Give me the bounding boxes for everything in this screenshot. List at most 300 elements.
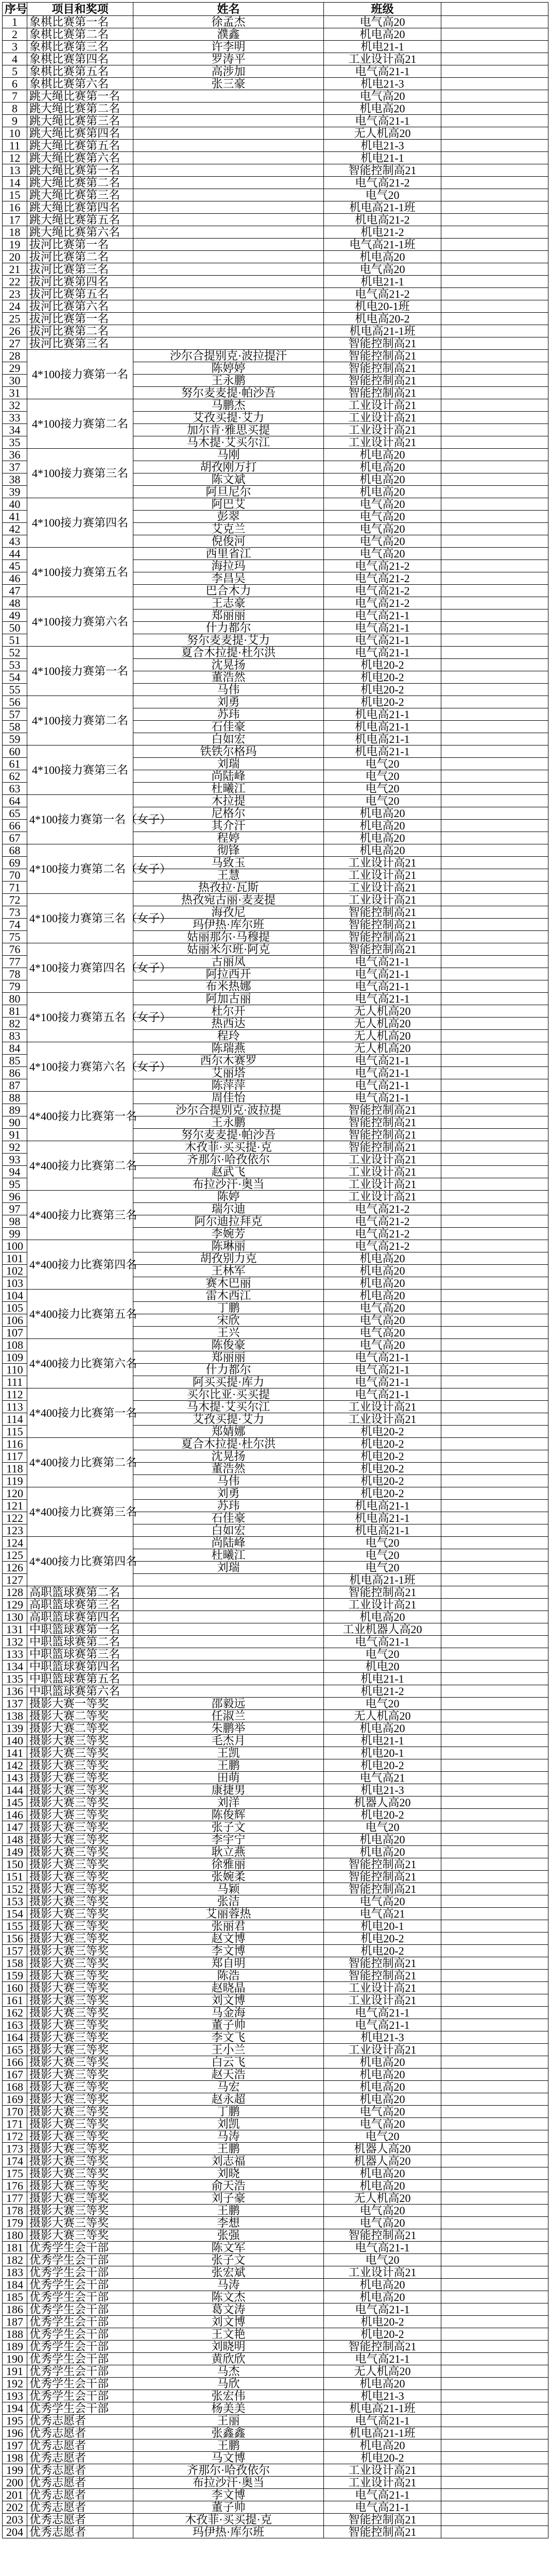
row-empty (441, 1401, 548, 1413)
row-seq: 48 (3, 597, 27, 609)
row-name: 努尔麦麦提·帕沙吾 (133, 1129, 324, 1141)
row-class: 机器人高20 (324, 2155, 441, 2167)
row-name: 陈文军 (133, 2242, 324, 2254)
row-empty (441, 1895, 548, 1908)
table-row (3, 1809, 548, 1821)
row-class: 电气高21-1 (324, 1351, 441, 1364)
row-empty (441, 115, 548, 127)
row-empty (441, 1290, 548, 1302)
table-row (3, 2526, 548, 2538)
table-row (3, 1438, 548, 1450)
row-empty (441, 239, 548, 251)
row-seq: 203 (3, 2514, 27, 2526)
row-name: 马金海 (133, 2007, 324, 2019)
table-row (3, 276, 548, 288)
row-name: 陈文斌 (133, 473, 324, 486)
row-seq: 122 (3, 1512, 27, 1524)
row-name: 徐孟杰 (133, 16, 324, 28)
row-seq: 202 (3, 2501, 27, 2514)
row-seq: 71 (3, 882, 27, 894)
row-seq: 56 (3, 696, 27, 708)
row-empty (441, 1735, 548, 1747)
table-row (3, 2242, 548, 2254)
row-class: 机电高20 (324, 2378, 441, 2390)
row-class: 机电高20 (324, 2081, 441, 2093)
row-class: 机电高21-1 (324, 708, 441, 721)
row-class: 电气高20 (324, 1314, 441, 1327)
row-name: 陈文杰 (133, 2291, 324, 2303)
row-class: 工业设计高21 (324, 1994, 441, 2007)
row-name (133, 1648, 324, 1660)
row-item: 摄影大赛三等奖 (27, 1957, 133, 1970)
row-seq: 2 (3, 28, 27, 41)
row-name: 王丽 (133, 2415, 324, 2427)
row-empty (441, 164, 548, 177)
row-name: 董浩然 (133, 1463, 324, 1475)
row-item: 跳大绳比赛第五名 (27, 140, 133, 152)
row-empty (441, 1277, 548, 1290)
row-empty (441, 412, 548, 424)
row-empty (441, 1537, 548, 1549)
row-class: 工业设计高21 (324, 2044, 441, 2056)
row-seq: 53 (3, 659, 27, 671)
row-class: 机电21-1 (324, 276, 441, 288)
row-class: 智能控制高21 (324, 1858, 441, 1871)
row-class: 电气高21-1 (324, 647, 441, 659)
row-seq: 168 (3, 2081, 27, 2093)
row-item: 高职篮球赛第三名 (27, 1599, 133, 1611)
row-empty (441, 1450, 548, 1463)
row-empty (441, 1005, 548, 1018)
row-item: 拔河比赛第一名 (27, 239, 133, 251)
row-name: 铁铁尔格玛 (133, 745, 324, 758)
row-name: 丁鹏 (133, 2106, 324, 2118)
row-seq: 185 (3, 2291, 27, 2303)
row-class: 无人机高20 (324, 1018, 441, 1030)
row-empty (441, 2365, 548, 2378)
row-seq: 198 (3, 2452, 27, 2464)
row-empty (441, 2069, 548, 2081)
row-item: 摄影大赛三等奖 (27, 2118, 133, 2130)
row-item: 摄影大赛三等奖 (27, 2081, 133, 2093)
row-item: 摄影大赛三等奖 (27, 1871, 133, 1883)
row-class: 电气20 (324, 2254, 441, 2266)
table-row (3, 2464, 548, 2477)
row-name: 马文博 (133, 2452, 324, 2464)
row-empty (441, 2439, 548, 2452)
row-empty (441, 2303, 548, 2316)
row-seq: 85 (3, 1055, 27, 1067)
header-item: 项目和奖项 (27, 3, 133, 16)
row-empty (441, 1846, 548, 1858)
row-item-merged: 4*100接力赛第三名 (27, 745, 133, 795)
row-name: 刘文博 (133, 1994, 324, 2007)
row-item: 摄影大赛二等奖 (27, 1710, 133, 1722)
row-seq: 143 (3, 1772, 27, 1784)
table-row (3, 2341, 548, 2353)
row-class: 无人机高20 (324, 1005, 441, 1018)
row-class: 无人机高20 (324, 2365, 441, 2378)
row-class: 机电20-1班 (324, 300, 441, 313)
row-name: 李婉芳 (133, 1228, 324, 1240)
row-seq: 9 (3, 115, 27, 127)
row-name: 其介汗 (133, 820, 324, 832)
row-empty (441, 894, 548, 906)
row-class: 电气高21-2 (324, 1203, 441, 1215)
row-item: 优秀志愿者 (27, 2514, 133, 2526)
row-seq: 154 (3, 1908, 27, 1920)
row-seq: 151 (3, 1871, 27, 1883)
awards-table (2, 2, 548, 2538)
row-class: 机电20-2 (324, 659, 441, 671)
row-class: 工业设计高21 (324, 436, 441, 449)
row-class: 工业设计高21 (324, 882, 441, 894)
row-item-merged: 4*100接力赛第一名 (27, 350, 133, 399)
row-item: 优秀学生会干部 (27, 2328, 133, 2341)
table-row (3, 2093, 548, 2106)
row-seq: 115 (3, 1426, 27, 1438)
table-row (3, 140, 548, 152)
row-seq: 170 (3, 2106, 27, 2118)
row-name: 艾孜买提·艾力 (133, 412, 324, 424)
row-class: 电气高20 (324, 16, 441, 28)
row-item: 优秀学生会干部 (27, 2402, 133, 2415)
row-name: 马致玉 (133, 857, 324, 869)
row-name: 罗涛平 (133, 53, 324, 65)
row-empty (441, 1562, 548, 1574)
row-item-merged: 4*100接力赛第六名 (27, 597, 133, 647)
row-name: 许李明 (133, 41, 324, 53)
row-seq: 72 (3, 894, 27, 906)
row-item: 摄影大赛三等奖 (27, 1759, 133, 1772)
row-seq: 199 (3, 2464, 27, 2477)
row-class: 工业设计高21 (324, 1154, 441, 1166)
row-name: 董浩然 (133, 671, 324, 684)
row-empty (441, 659, 548, 671)
row-empty (441, 1933, 548, 1945)
row-name: 热孜宛古丽·麦麦提 (133, 894, 324, 906)
row-class: 机电20-2 (324, 1759, 441, 1772)
row-item: 中职篮球赛第六名 (27, 1685, 133, 1698)
row-name: 马木提·艾买尔江 (133, 436, 324, 449)
row-seq: 174 (3, 2155, 27, 2167)
row-empty (441, 2427, 548, 2439)
row-item: 优秀志愿者 (27, 2489, 133, 2501)
row-item: 摄影大赛三等奖 (27, 2093, 133, 2106)
row-class: 机电20-2 (324, 696, 441, 708)
row-seq: 153 (3, 1895, 27, 1908)
row-seq: 116 (3, 1438, 27, 1450)
table-row (3, 1797, 548, 1809)
row-item: 摄影大赛三等奖 (27, 2180, 133, 2192)
row-seq: 161 (3, 1994, 27, 2007)
row-name: 古丽凤 (133, 956, 324, 968)
row-seq: 112 (3, 1388, 27, 1401)
row-empty (441, 1784, 548, 1797)
row-seq: 37 (3, 461, 27, 473)
row-class: 电气高20 (324, 1302, 441, 1314)
row-seq: 128 (3, 1586, 27, 1599)
row-class: 智能控制高21 (324, 1141, 441, 1154)
row-class: 机电20-2 (324, 1438, 441, 1450)
row-empty (441, 2081, 548, 2093)
row-name: 布拉沙汗·奥当 (133, 2477, 324, 2489)
table-row (3, 2266, 548, 2279)
row-seq: 152 (3, 1883, 27, 1895)
row-class: 机电21-3 (324, 78, 441, 90)
header-class: 班级 (324, 3, 441, 16)
row-name: 尚陆峰 (133, 770, 324, 783)
row-class: 电气高20 (324, 2118, 441, 2130)
row-empty (441, 1821, 548, 1834)
row-name: 张洁 (133, 1895, 324, 1908)
table-row (3, 399, 548, 412)
row-name: 艾丽塔 (133, 1067, 324, 1079)
row-item-merged: 4*100接力赛第四名（女子） (27, 943, 133, 993)
row-class: 智能控制高21 (324, 1104, 441, 1116)
row-item: 优秀学生会干部 (27, 2365, 133, 2378)
row-empty (441, 1945, 548, 1957)
table-row (3, 2378, 548, 2390)
row-name: 王鹏 (133, 2143, 324, 2155)
row-seq: 159 (3, 1970, 27, 1982)
row-item-merged: 4*400接力比赛第一名 (27, 1092, 133, 1141)
row-class: 电气20 (324, 1549, 441, 1562)
row-class: 机电20-2 (324, 1487, 441, 1500)
row-seq: 107 (3, 1327, 27, 1339)
table-row (3, 2439, 548, 2452)
row-seq: 93 (3, 1154, 27, 1166)
row-name: 赵天浩 (133, 2069, 324, 2081)
header-name: 姓名 (133, 3, 324, 16)
row-seq: 8 (3, 103, 27, 115)
row-class: 智能控制高21 (324, 906, 441, 919)
row-name: 康捷男 (133, 1784, 324, 1797)
table-row (3, 795, 548, 807)
row-name: 陈俊豪 (133, 1339, 324, 1351)
row-item: 优秀学生会干部 (27, 2316, 133, 2328)
row-empty (441, 671, 548, 684)
row-seq: 98 (3, 1215, 27, 1228)
row-item-merged: 4*100接力赛第二名 (27, 399, 133, 449)
row-class: 工业设计高21 (324, 2464, 441, 2477)
row-empty (441, 1623, 548, 1636)
row-name: 彭翠 (133, 511, 324, 523)
table-row (3, 313, 548, 325)
row-name (133, 226, 324, 239)
row-item-merged: 4*100接力赛第五名（女子） (27, 993, 133, 1042)
row-seq: 20 (3, 251, 27, 263)
table-row (3, 2254, 548, 2266)
table-row (3, 164, 548, 177)
row-empty (441, 1104, 548, 1116)
row-name (133, 177, 324, 189)
row-item: 摄影大赛三等奖 (27, 1858, 133, 1871)
row-seq: 197 (3, 2439, 27, 2452)
row-empty (441, 16, 548, 28)
row-name: 刘勇 (133, 1487, 324, 1500)
row-class: 机电高20 (324, 807, 441, 820)
row-seq: 140 (3, 1735, 27, 1747)
row-name: 赵武飞 (133, 1166, 324, 1178)
row-name: 赵永超 (133, 2093, 324, 2106)
row-name: 尼格尔 (133, 807, 324, 820)
row-item: 摄影大赛三等奖 (27, 1747, 133, 1759)
table-row (3, 745, 548, 758)
row-item: 象棋比赛第六名 (27, 78, 133, 90)
row-seq: 11 (3, 140, 27, 152)
row-empty (441, 1982, 548, 1994)
row-class: 智能控制高21 (324, 1586, 441, 1599)
row-seq: 131 (3, 1623, 27, 1636)
row-empty (441, 993, 548, 1005)
row-seq: 165 (3, 2044, 27, 2056)
row-seq: 182 (3, 2254, 27, 2266)
row-class: 工业设计高21 (324, 2266, 441, 2279)
row-seq: 125 (3, 1549, 27, 1562)
row-empty (441, 2143, 548, 2155)
row-item: 高职篮球赛第四名 (27, 1611, 133, 1623)
row-name: 王凯 (133, 1747, 324, 1759)
row-seq: 186 (3, 2303, 27, 2316)
row-name (133, 239, 324, 251)
row-item: 摄影大赛三等奖 (27, 2192, 133, 2205)
row-class: 电气高21-1 (324, 622, 441, 634)
row-empty (441, 721, 548, 733)
table-row (3, 498, 548, 511)
row-class: 机电高20 (324, 820, 441, 832)
row-seq: 33 (3, 412, 27, 424)
row-seq: 192 (3, 2378, 27, 2390)
row-empty (441, 1512, 548, 1524)
row-seq: 178 (3, 2205, 27, 2217)
row-name: 赛木巴丽 (133, 1277, 324, 1290)
row-name: 郑丽丽 (133, 609, 324, 622)
row-item: 摄影大赛三等奖 (27, 1908, 133, 1920)
row-empty (441, 2378, 548, 2390)
row-seq: 177 (3, 2192, 27, 2205)
row-empty (441, 436, 548, 449)
row-class: 机电21-3 (324, 2031, 441, 2044)
table-row (3, 1722, 548, 1735)
table-row (3, 90, 548, 103)
table-row (3, 2118, 548, 2130)
row-empty (441, 350, 548, 362)
row-item: 象棋比赛第三名 (27, 41, 133, 53)
row-name: 陈萍萍 (133, 1079, 324, 1092)
row-class: 机电高20 (324, 251, 441, 263)
row-seq: 191 (3, 2365, 27, 2378)
row-empty (441, 1364, 548, 1376)
row-empty (441, 486, 548, 498)
row-class: 机电高20-2 (324, 313, 441, 325)
table-row (3, 103, 548, 115)
header-empty (441, 3, 548, 16)
row-class: 机电高21-1 (324, 733, 441, 745)
table-row (3, 325, 548, 337)
row-seq: 132 (3, 1636, 27, 1648)
row-name: 阿拉西开 (133, 968, 324, 980)
row-seq: 80 (3, 993, 27, 1005)
row-name (133, 300, 324, 313)
table-row (3, 2130, 548, 2143)
table-row (3, 1042, 548, 1055)
row-class: 电气高21-1 (324, 1388, 441, 1401)
row-item: 摄影大赛三等奖 (27, 1784, 133, 1797)
row-seq: 127 (3, 1574, 27, 1586)
row-empty (441, 387, 548, 399)
row-name: 张宏斌 (133, 2266, 324, 2279)
table-row (3, 2069, 548, 2081)
row-seq: 141 (3, 1747, 27, 1759)
row-empty (441, 1116, 548, 1129)
table-row (3, 2316, 548, 2328)
row-class: 电气高21-2 (324, 1228, 441, 1240)
row-item: 摄影大赛三等奖 (27, 1994, 133, 2007)
row-empty (441, 263, 548, 276)
row-name: 刘瑞 (133, 1562, 324, 1574)
row-name: 热西达 (133, 1018, 324, 1030)
row-name: 徐雅丽 (133, 1858, 324, 1871)
row-empty (441, 1426, 548, 1438)
table-row (3, 1994, 548, 2007)
row-item: 优秀志愿者 (27, 2501, 133, 2514)
row-seq: 157 (3, 1945, 27, 1957)
table-row (3, 2019, 548, 2031)
row-empty (441, 1030, 548, 1042)
row-class: 电气高21-1 (324, 1376, 441, 1388)
row-empty (441, 498, 548, 511)
row-class: 电气高21 (324, 1772, 441, 1784)
row-seq: 166 (3, 2056, 27, 2069)
row-item: 优秀学生会干部 (27, 2303, 133, 2316)
row-class: 电气20 (324, 189, 441, 201)
row-seq: 163 (3, 2019, 27, 2031)
row-class: 电气高21-1 (324, 956, 441, 968)
row-empty (441, 2205, 548, 2217)
row-empty (441, 1302, 548, 1314)
row-name: 任淑兰 (133, 1710, 324, 1722)
row-name: 加尔肯·雅思买提 (133, 424, 324, 436)
row-class: 机电高20 (324, 2069, 441, 2081)
row-class: 智能控制高21 (324, 350, 441, 362)
row-item: 摄影大赛三等奖 (27, 1945, 133, 1957)
row-name (133, 1574, 324, 1586)
row-name: 马宏 (133, 2081, 324, 2093)
table-row (3, 2007, 548, 2019)
row-name (133, 90, 324, 103)
table-row (3, 1772, 548, 1784)
row-empty (441, 956, 548, 968)
row-class: 工业设计高21 (324, 1178, 441, 1191)
row-item: 优秀志愿者 (27, 2439, 133, 2452)
row-item: 象棋比赛第二名 (27, 28, 133, 41)
row-seq: 119 (3, 1475, 27, 1487)
row-empty (441, 980, 548, 993)
row-name: 苏玮 (133, 1500, 324, 1512)
row-class: 智能控制高21 (324, 943, 441, 956)
table-row (3, 2365, 548, 2378)
row-item: 象棋比赛第四名 (27, 53, 133, 65)
row-empty (441, 770, 548, 783)
row-empty (441, 1797, 548, 1809)
table-row (3, 2514, 548, 2526)
row-empty (441, 2106, 548, 2118)
row-item: 跳大绳比赛第五名 (27, 214, 133, 226)
row-class: 电气高21-1 (324, 2242, 441, 2254)
row-name (133, 189, 324, 201)
row-empty (441, 609, 548, 622)
